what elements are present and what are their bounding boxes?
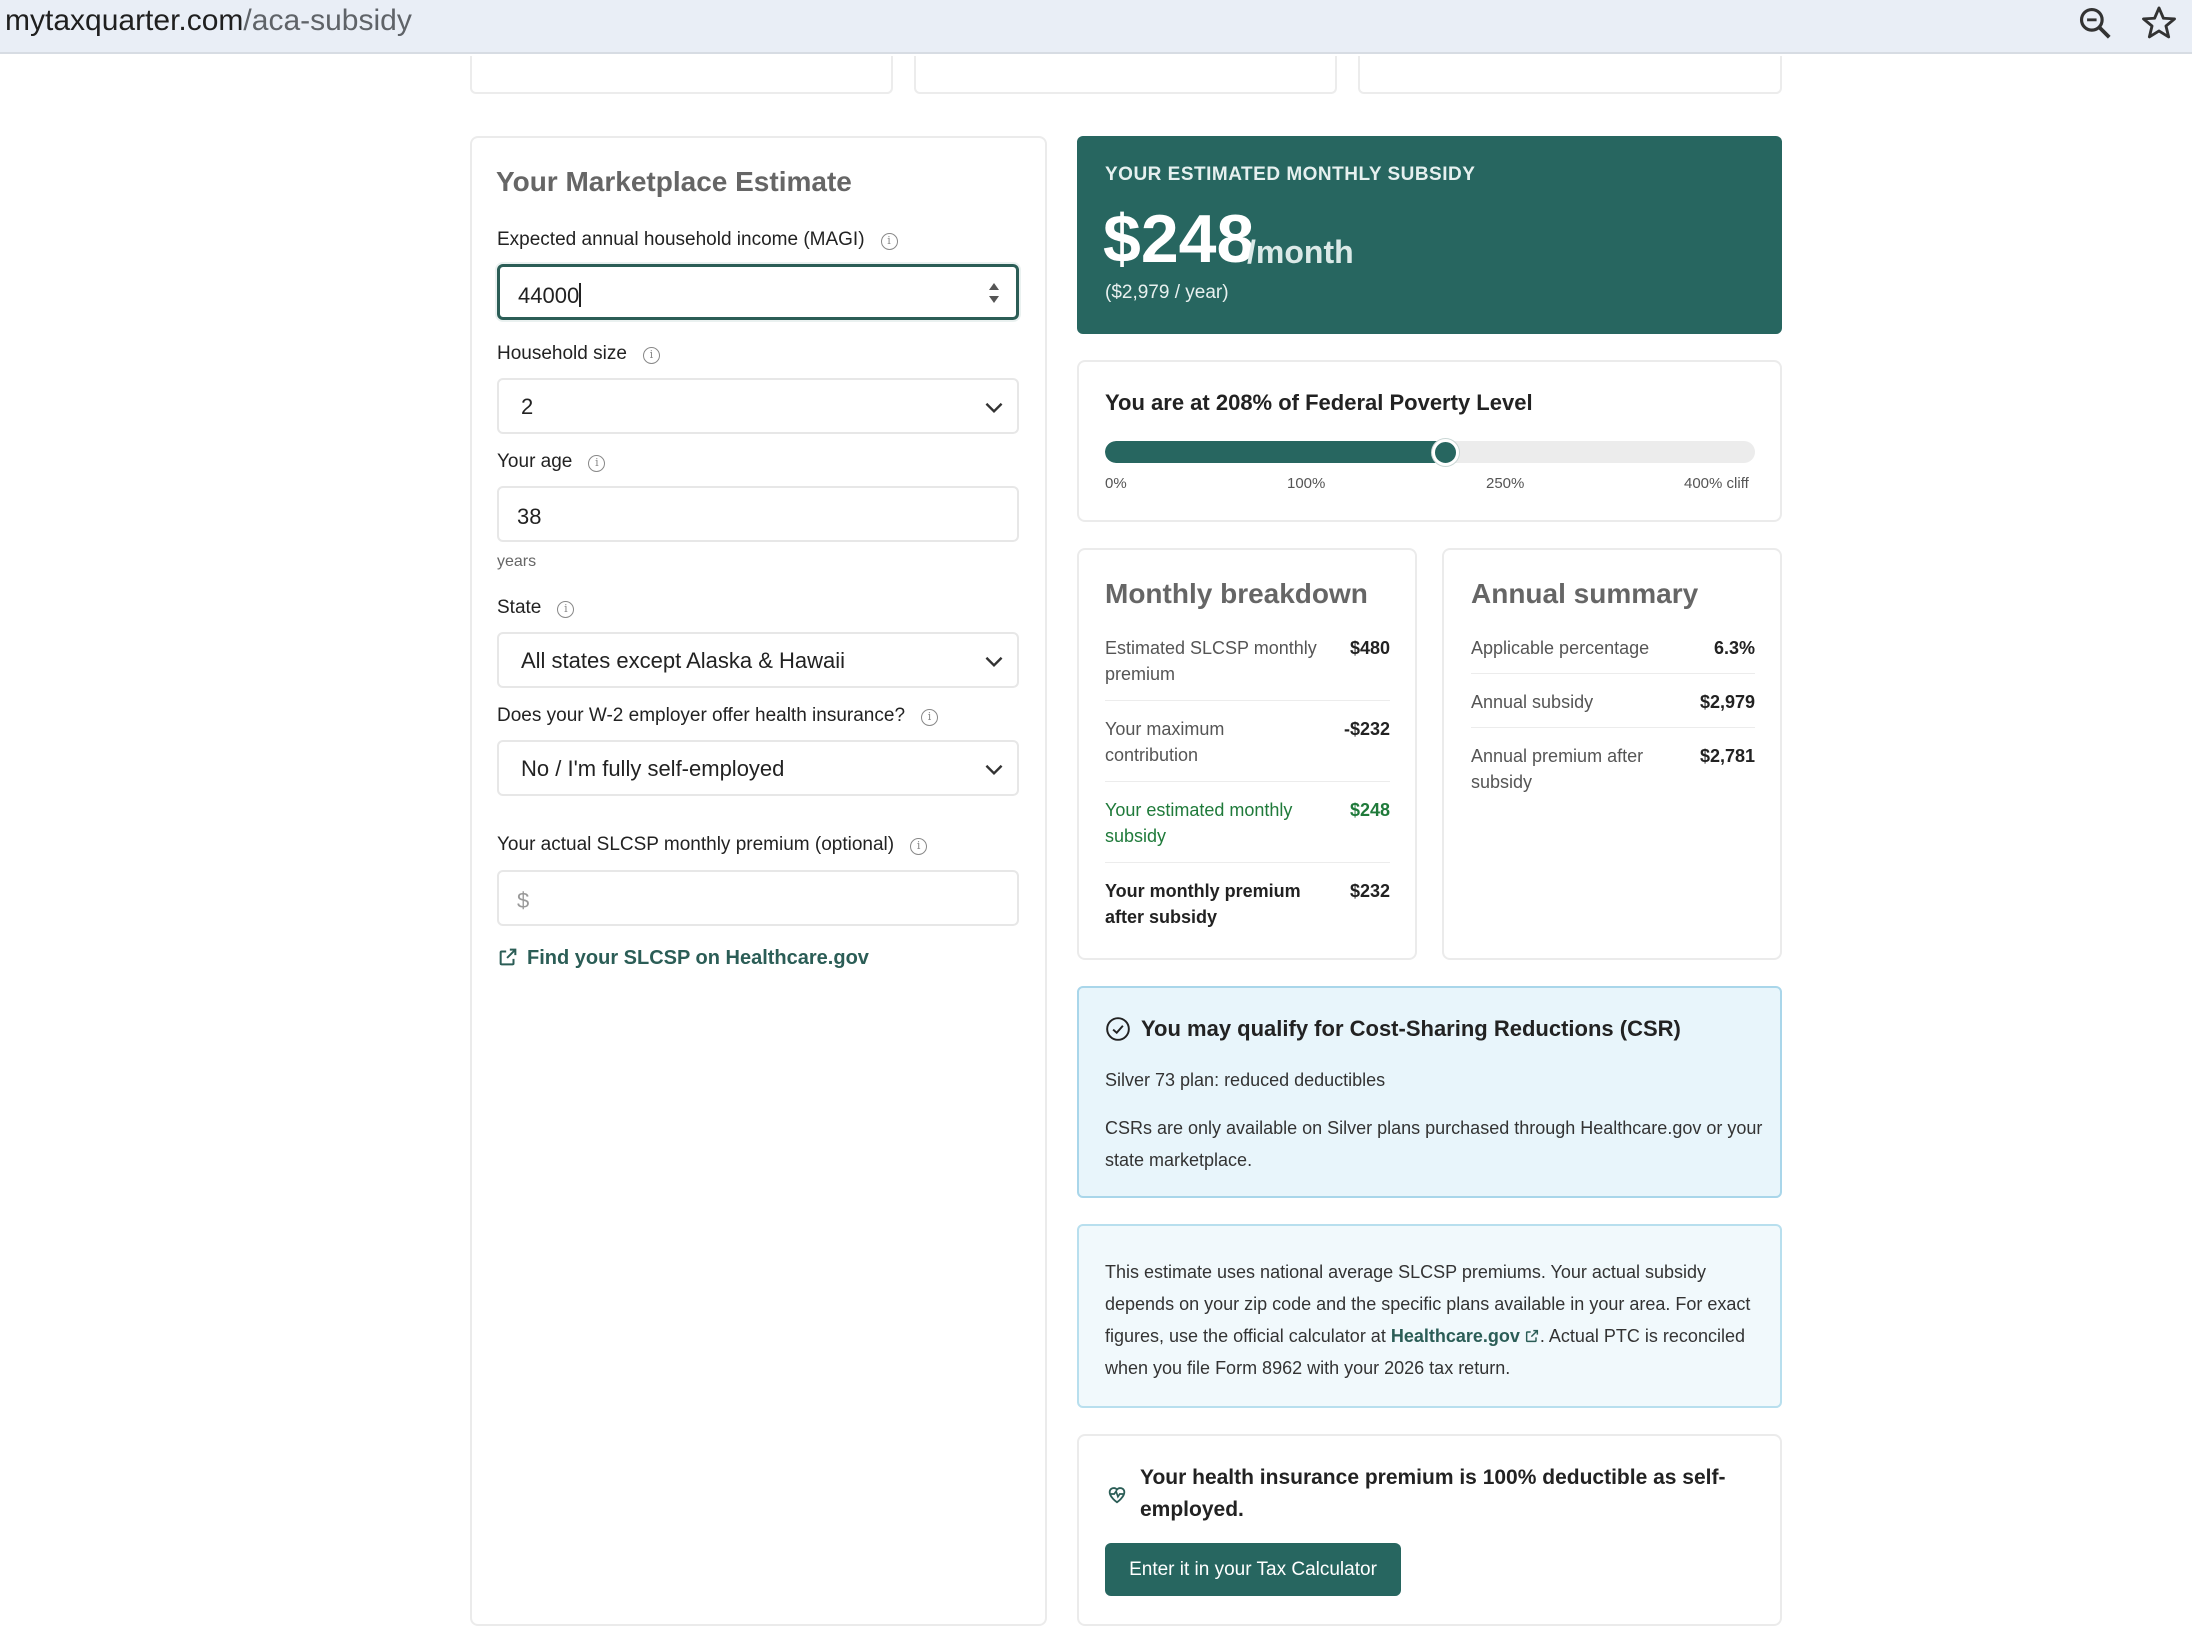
info-icon[interactable]: i xyxy=(881,233,898,250)
slcsp-premium-input[interactable] xyxy=(497,870,1019,926)
info-icon[interactable]: i xyxy=(588,455,605,472)
employer-insurance-value: No / I'm fully self-employed xyxy=(521,756,785,781)
disclaimer-text-after: . Actual PTC is reconciled when you file Form 8962 with your 2026 tax return. xyxy=(1105,1326,1745,1378)
employer-insurance-select[interactable] xyxy=(497,740,1019,796)
fpl-tick-400-cliff: 400% cliff xyxy=(1684,475,1749,492)
info-icon[interactable]: i xyxy=(921,709,938,726)
csr-plan-text: Silver 73 plan: reduced deductibles xyxy=(1105,1070,1386,1090)
csr-title xyxy=(1105,1016,1681,1042)
url-text[interactable] xyxy=(5,4,412,38)
heart-pulse-icon xyxy=(1106,1483,1128,1505)
fpl-title: You are at 208% of Federal Poverty Level xyxy=(1105,390,1533,415)
age-input[interactable] xyxy=(497,486,1019,542)
household-size-value: 2 xyxy=(521,394,534,419)
form-title: Your Marketplace Estimate xyxy=(496,166,852,197)
disclaimer-text-before: This estimate uses national average SLCSP premiums. Your actual subsidy depends on your zip code and the specific plans available in your area. For exact figures, use the official calculator at xyxy=(1105,1262,1751,1346)
income-label xyxy=(497,229,898,251)
healthcare-gov-link[interactable]: Healthcare.gov xyxy=(1390,1326,1520,1346)
fpl-progress-marker xyxy=(1432,439,1459,466)
breakdown-row-label: Your maximum contribution xyxy=(1105,719,1225,765)
state-value: All states except Alaska & Hawaii xyxy=(521,648,846,673)
text-caret xyxy=(579,283,581,307)
state-label-text: State xyxy=(497,597,542,618)
star-icon[interactable] xyxy=(2140,4,2178,42)
annual-row-value: 6.3% xyxy=(1713,638,1755,658)
summary-card-stub-1 xyxy=(470,56,893,94)
csr-availability-text: CSRs are only available on Silver plans purchased through Healthcare.gov or your state marketplace. xyxy=(1105,1118,1763,1170)
estimate-disclaimer xyxy=(1077,1224,1782,1408)
summary-card-stub-3 xyxy=(1358,56,1782,94)
chevron-down-icon xyxy=(981,648,1007,674)
breakdown-row-label: Your estimated monthly subsidy xyxy=(1105,800,1293,846)
age-label-text: Your age xyxy=(497,451,573,472)
annual-summary-title: Annual summary xyxy=(1471,578,1699,609)
slcsp-label-text: Your actual SLCSP monthly premium (optional) xyxy=(497,834,895,855)
info-icon[interactable]: i xyxy=(910,838,927,855)
check-circle-icon xyxy=(1105,1016,1131,1042)
divider xyxy=(1471,673,1755,674)
annual-row-label: Annual premium after subsidy xyxy=(1471,746,1644,792)
external-link-icon xyxy=(1524,1328,1540,1344)
hero-amount: $248 xyxy=(1103,201,1255,277)
annual-row-value: $2,979 xyxy=(1699,692,1755,712)
state-select[interactable] xyxy=(497,632,1019,688)
info-icon[interactable]: i xyxy=(643,347,660,364)
monthly-subsidy-hero xyxy=(1077,136,1782,334)
household-label-text: Household size xyxy=(497,343,627,364)
fpl-tick-100: 100% xyxy=(1287,475,1326,492)
csr-callout xyxy=(1077,986,1782,1198)
state-label xyxy=(497,597,574,619)
monthly-breakdown-title: Monthly breakdown xyxy=(1105,578,1368,609)
zoom-icon[interactable] xyxy=(2076,4,2114,42)
breakdown-row-value: $232 xyxy=(1349,881,1390,901)
annual-row-label: Applicable percentage xyxy=(1471,638,1650,658)
breakdown-row-label: Your monthly premium after subsidy xyxy=(1105,881,1301,927)
csr-title-text: You may qualify for Cost-Sharing Reductions (CSR) xyxy=(1141,1016,1681,1041)
divider xyxy=(1105,700,1390,701)
employer-label-text: Does your W-2 employer offer health insurance? xyxy=(497,705,906,726)
chevron-down-icon xyxy=(981,394,1007,420)
household-label xyxy=(497,343,660,365)
age-unit-hint: years xyxy=(497,553,537,570)
breakdown-row-value: -$232 xyxy=(1343,719,1390,739)
annual-row-label: Annual subsidy xyxy=(1471,692,1594,712)
divider xyxy=(1105,781,1390,782)
number-spinner-icon[interactable] xyxy=(986,279,1002,307)
slcsp-placeholder: $ xyxy=(517,888,530,913)
breakdown-row-label: Estimated SLCSP monthly premium xyxy=(1105,638,1317,684)
age-label xyxy=(497,451,605,473)
fpl-tick-0: 0% xyxy=(1105,475,1127,492)
income-label-text: Expected annual household income (MAGI) xyxy=(497,229,865,250)
hero-unit: /month xyxy=(1247,234,1354,270)
income-value: 44000 xyxy=(518,283,580,308)
fpl-progress-fill xyxy=(1105,441,1446,463)
annual-row-value: $2,781 xyxy=(1699,746,1755,766)
browser-address-bar[interactable] xyxy=(0,0,2192,54)
fpl-progress-track xyxy=(1105,441,1755,463)
hero-kicker: YOUR ESTIMATED MONTHLY SUBSIDY xyxy=(1105,164,1476,185)
deductible-title: Your health insurance premium is 100% deductible as self-employed. xyxy=(1140,1466,1726,1521)
hero-yearly: ($2,979 / year) xyxy=(1105,282,1229,303)
url-path: /aca-subsidy xyxy=(243,4,412,37)
tax-calculator-button[interactable]: Enter it in your Tax Calculator xyxy=(1105,1543,1401,1596)
breakdown-row-value: $480 xyxy=(1349,638,1390,658)
info-icon[interactable]: i xyxy=(557,601,574,618)
household-size-select[interactable] xyxy=(497,378,1019,434)
divider xyxy=(1471,727,1755,728)
chevron-down-icon xyxy=(981,756,1007,782)
slcsp-label xyxy=(497,834,927,856)
employer-label xyxy=(497,705,938,727)
fpl-tick-250: 250% xyxy=(1486,475,1525,492)
divider xyxy=(1105,862,1390,863)
external-link-icon xyxy=(497,946,519,968)
slcsp-healthcare-link[interactable] xyxy=(497,946,869,970)
breakdown-row-value: $248 xyxy=(1349,800,1390,820)
income-input[interactable] xyxy=(497,264,1019,320)
age-value: 38 xyxy=(517,504,542,529)
slcsp-link-text: Find your SLCSP on Healthcare.gov xyxy=(527,947,869,969)
disclaimer-text xyxy=(1105,1256,1765,1384)
url-host: mytaxquarter.com xyxy=(5,4,244,37)
summary-card-stub-2 xyxy=(914,56,1337,94)
